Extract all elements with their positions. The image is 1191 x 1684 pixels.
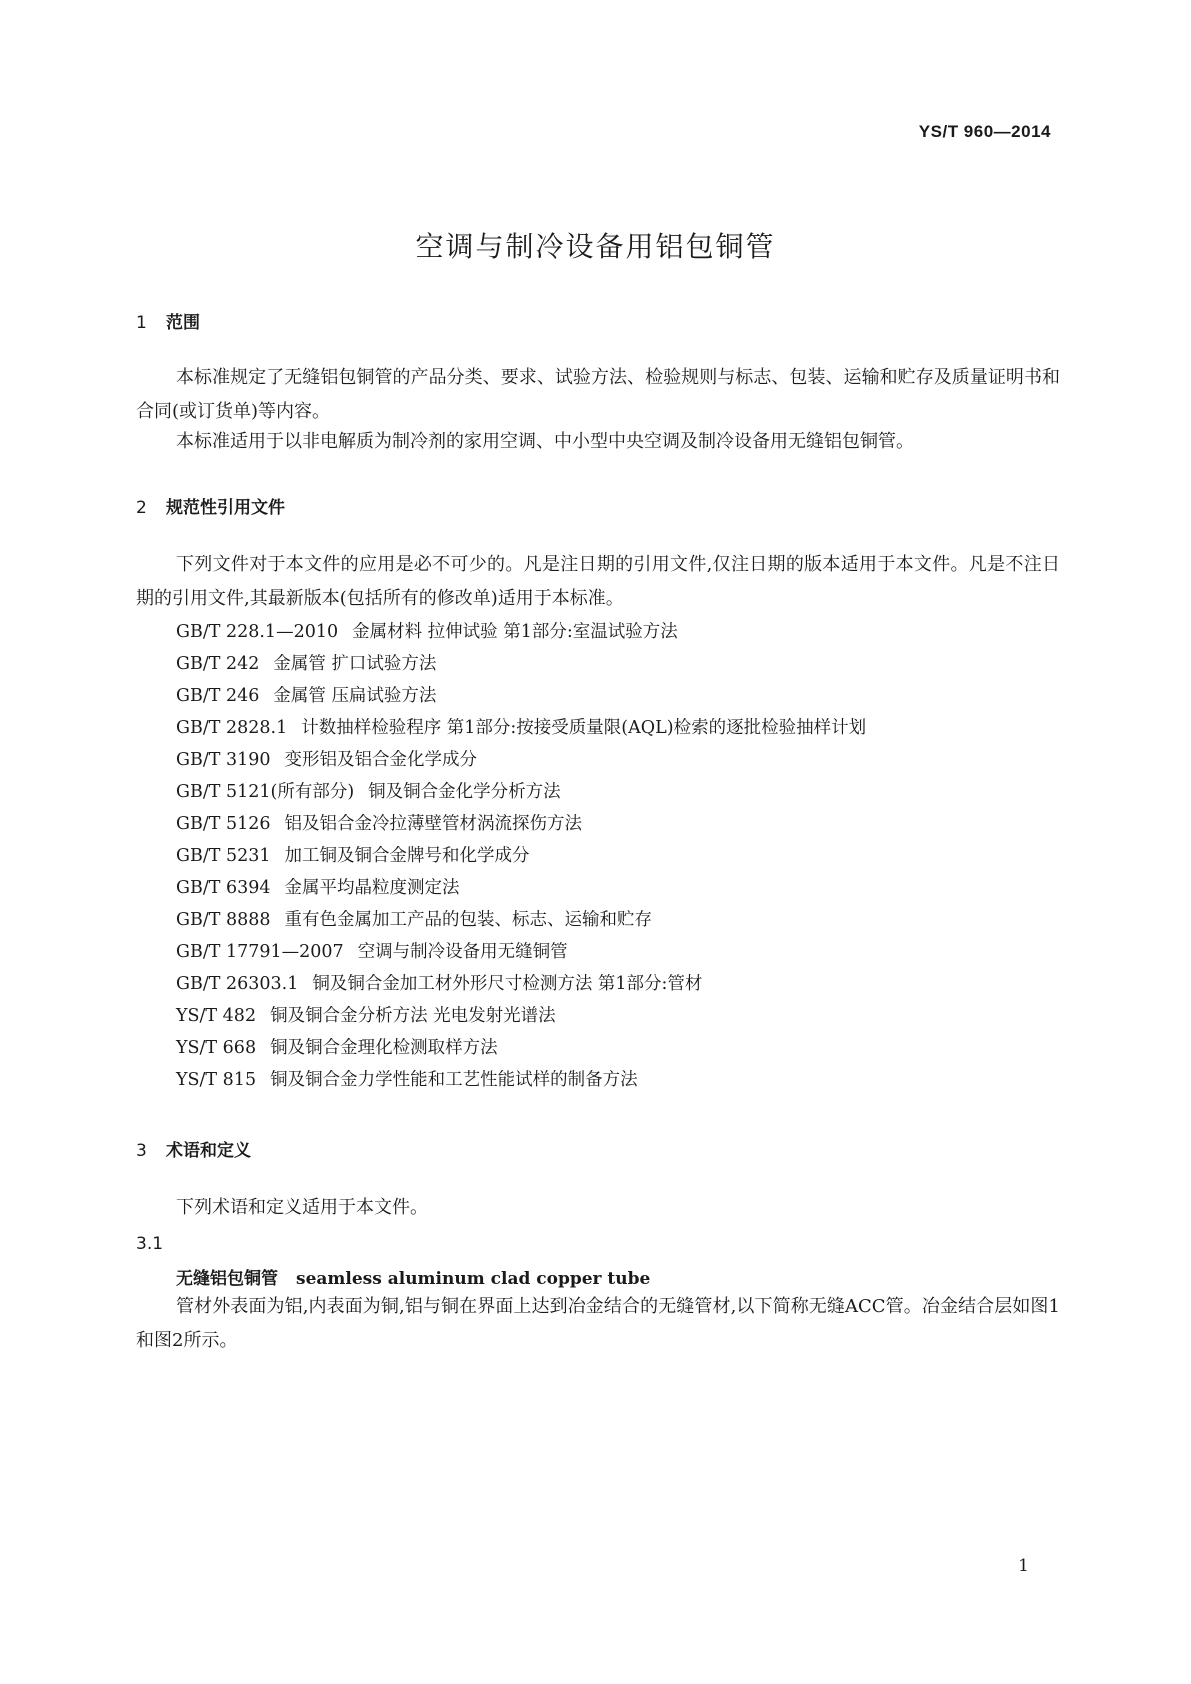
reference-title: 铜及铜合金化学分析方法 (368, 782, 561, 802)
reference-item (176, 1066, 638, 1091)
reference-code: GB/T 228.1—2010 (176, 622, 339, 642)
reference-item (176, 1034, 498, 1059)
section-number: 3 (136, 1141, 147, 1161)
clause-number: 3.1 (136, 1234, 164, 1254)
reference-code: GB/T 246 (176, 686, 260, 706)
references-intro: 下列文件对于本文件的应用是必不可少的。凡是注日期的引用文件,仅注日期的版本适用于本文件。凡是不注日期的引用文件,其最新版本(包括所有的修改单)适用于本标准。 (136, 554, 1060, 609)
term-chinese: 无缝铝包铜管 (176, 1269, 278, 1289)
reference-title: 重有色金属加工产品的包装、标志、运输和贮存 (284, 910, 653, 930)
reference-code: GB/T 3190 (176, 750, 271, 770)
page-number: 1 (1018, 1556, 1029, 1576)
reference-title: 铜及铜合金力学性能和工艺性能试样的制备方法 (270, 1070, 638, 1090)
section-3-heading (136, 1136, 251, 1161)
reference-code: YS/T 815 (176, 1070, 257, 1090)
reference-code: GB/T 6394 (176, 878, 271, 898)
section-1-heading (136, 308, 200, 333)
reference-code: GB/T 8888 (176, 910, 271, 930)
reference-title: 铜及铜合金理化检测取样方法 (270, 1038, 498, 1058)
reference-item (176, 682, 436, 707)
section-number: 2 (136, 498, 147, 518)
document-title: 空调与制冷设备用铝包铜管 (415, 230, 776, 263)
reference-code: GB/T 242 (176, 654, 260, 674)
reference-title: 金属材料 拉伸试验 第1部分:室温试验方法 (352, 622, 678, 642)
reference-title: 金属管 扩口试验方法 (273, 654, 437, 674)
reference-item (176, 746, 477, 771)
reference-title: 金属平均晶粒度测定法 (284, 878, 460, 898)
term-entry (176, 1264, 650, 1289)
reference-code: YS/T 482 (176, 1006, 257, 1026)
reference-item (176, 874, 460, 899)
reference-item (176, 714, 866, 739)
standard-code: YS/T 960—2014 (918, 122, 1051, 141)
reference-item (176, 1002, 556, 1027)
scope-paragraph-1: 本标准规定了无缝铝包铜管的产品分类、要求、试验方法、检验规则与标志、包装、运输和贮存及质量证明书和合同(或订货单)等内容。 (136, 367, 1060, 422)
reference-title: 计数抽样检验程序 第1部分:按接受质量限(AQL)检索的逐批检验抽样计划 (301, 718, 867, 738)
section-title: 范围 (166, 313, 200, 333)
reference-title: 金属管 压扁试验方法 (273, 686, 437, 706)
reference-item (176, 938, 568, 963)
reference-title: 加工铜及铜合金牌号和化学成分 (284, 846, 530, 866)
section-title: 规范性引用文件 (166, 498, 285, 518)
reference-title: 铜及铜合金分析方法 光电发射光谱法 (270, 1006, 556, 1026)
reference-code: GB/T 26303.1 (176, 974, 299, 994)
section-title: 术语和定义 (166, 1141, 251, 1161)
reference-title: 铜及铜合金加工材外形尺寸检测方法 第1部分:管材 (312, 974, 703, 994)
reference-title: 空调与制冷设备用无缝铜管 (357, 942, 568, 962)
reference-code: YS/T 668 (176, 1038, 257, 1058)
reference-item (176, 906, 652, 931)
reference-item (176, 970, 702, 995)
reference-code: GB/T 5121(所有部分) (176, 782, 355, 802)
reference-item (176, 618, 678, 643)
reference-item (176, 810, 582, 835)
reference-title: 铝及铝合金冷拉薄壁管材涡流探伤方法 (284, 814, 583, 834)
terms-intro: 下列术语和定义适用于本文件。 (176, 1197, 428, 1218)
reference-item (176, 842, 530, 867)
reference-title: 变形铝及铝合金化学成分 (284, 750, 478, 770)
reference-code: GB/T 5126 (176, 814, 271, 834)
reference-code: GB/T 17791—2007 (176, 942, 344, 962)
reference-item (176, 778, 561, 803)
term-definition: 管材外表面为铝,内表面为铜,铝与铜在界面上达到冶金结合的无缝管材,以下简称无缝ACC管。冶金结合层如图1和图2所示。 (136, 1296, 1060, 1351)
scope-paragraph-2: 本标准适用于以非电解质为制冷剂的家用空调、中小型中央空调及制冷设备用无缝铝包铜管。 (176, 431, 914, 452)
term-english: seamless aluminum clad copper tube (296, 1269, 651, 1289)
reference-code: GB/T 5231 (176, 846, 271, 866)
section-number: 1 (136, 313, 147, 333)
reference-code: GB/T 2828.1 (176, 718, 288, 738)
reference-item (176, 650, 436, 675)
section-2-heading (136, 493, 285, 518)
